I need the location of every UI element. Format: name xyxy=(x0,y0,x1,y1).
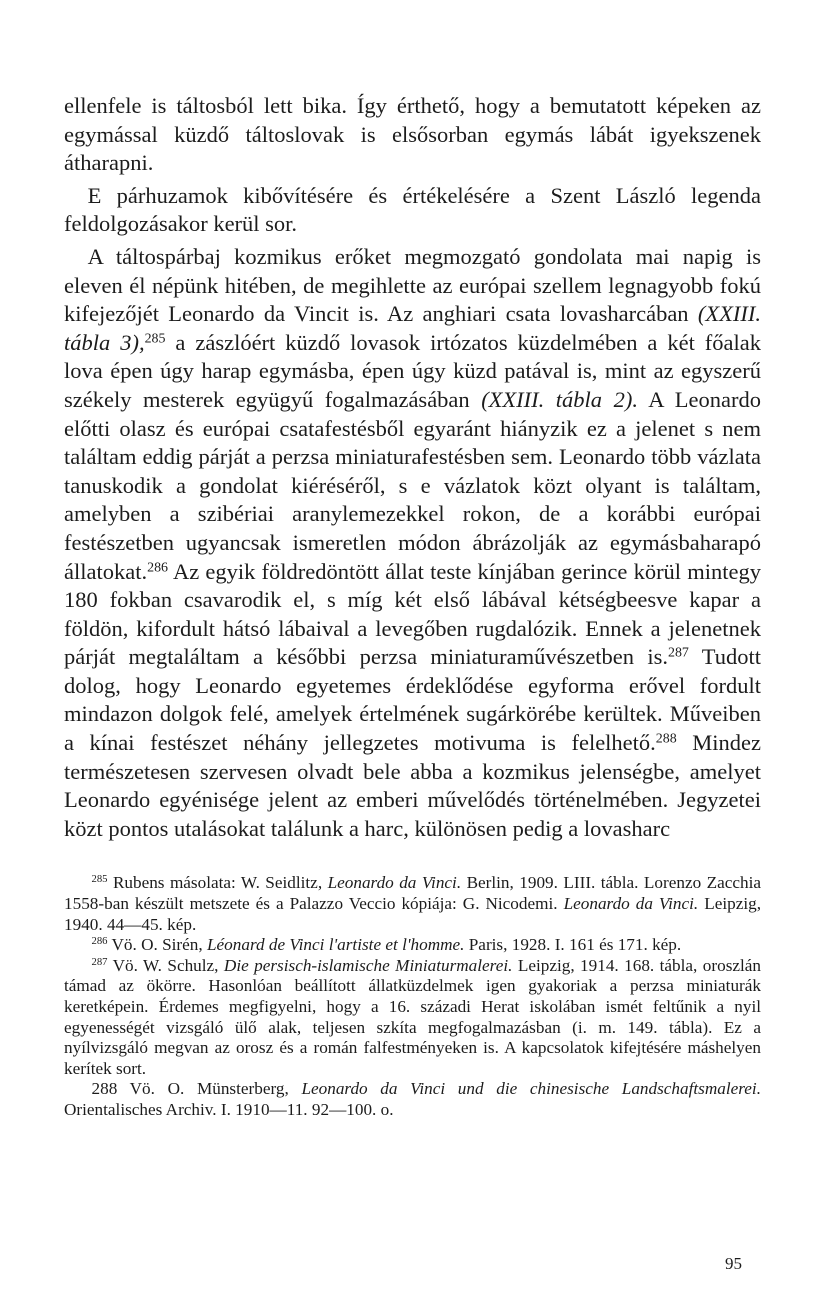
footnote-text: Vö. W. Schulz, xyxy=(107,955,224,975)
footnote-text: Vö. O. Münsterberg, xyxy=(117,1079,302,1099)
main-text xyxy=(64,92,761,843)
footnote xyxy=(64,873,761,935)
footnote-text: Leipzig, 1940. 44—45. kép. xyxy=(64,894,761,934)
paragraph-text: A Leonardo előtti olasz és európai csatafestésből egyaránt hiányzik ez a jelenet s nem találtam eddig párját a perzsa miniaturafestésben sem. Leonardo több vázlata tanuskodik a gondolat kiéréséről, s e vázlatok közt olyant is találtam, amelyben a szibériai aranylemezekkel rokon, de a korábbi európai festészetben ugyancsak ismeretlen módon ábrázolják az egymásbaharapó állatokat. xyxy=(64,386,761,584)
footnote-number: 287 xyxy=(91,956,108,968)
footnote-number: 286 xyxy=(91,936,108,948)
cited-title: Leonardo da Vinci. xyxy=(327,873,462,893)
footnote-text: Berlin, 1909. LIII. tábla. Lorenzo Zacchia 1558-ban készült metszete és a Palazzo Veccio kópiája: G. Nicodemi. xyxy=(64,873,761,914)
paragraph-text: A táltospárbaj kozmikus erőket megmozgató gondolata mai napig is eleven él népünk hitében, de megihlette az európai szellem legnagyobb fokú kifejezőjét Leonardo da Vincit is. Az anghiari csata lovasharcában xyxy=(64,243,761,327)
plate-reference: (XXIII. tábla 2). xyxy=(481,386,638,412)
footnote-text: Leipzig, 1914. 168. tábla, oroszlán támad az ökörre. Hasonlóan beállított állatküzdelmek igen gyakoriak a perzsa miniaturák keretképein. Érdemes megfigyelni, hogy a 16. századi Herat iskolában ismét feltűnik a nyil egyenességét vizsgáló ülő alak, teljesen szkíta megfogalmazásban (i. m. 149. tábla). Ez a nyílvizsgáló megvan az orosz és a román falfestményeken is. A kapcsolatok kifejtésére máshelyen kerítek sort. xyxy=(64,955,762,1078)
cited-title: Die persisch-islamische Miniaturmalerei. xyxy=(223,955,513,975)
paragraph xyxy=(64,92,761,178)
cited-title: Leonardo da Vinci und die chinesische Landschaftsmalerei. xyxy=(301,1079,762,1099)
cited-title: Leonardo da Vinci. xyxy=(563,894,699,914)
paragraph-text: Mindez természetesen szervesen olvadt bele abba a kozmikus jelenségbe, amelyet Leonardo egyénisége jelent az emberi művelődés történelmében. Jegyzetei közt pontos utalásokat találunk a harc, különösen pedig a lovasharc xyxy=(64,730,761,841)
cited-title: Léonard de Vinci l'artiste et l'homme. xyxy=(206,935,465,955)
footnote-text: Orientalisches Archiv. I. 1910—11. 92—100. o. xyxy=(64,1099,394,1119)
paragraph xyxy=(64,182,761,239)
footnotes xyxy=(64,873,761,1120)
paragraph-text: a zászlóért küzdő lovasok irtózatos küzdelmében a két főalak lova épen úgy harap egymásba, épen úgy küzd patával is, mint az egyszerű székely mesterek együgyű fogalmazásában xyxy=(64,329,762,412)
paragraph-text: E párhuzamok kibővítésére és értékelésére a Szent László legenda feldolgozásakor kerül sor. xyxy=(64,182,761,237)
footnote xyxy=(64,1079,761,1120)
footnote-text: Paris, 1928. I. 161 és 171. kép. xyxy=(464,935,682,955)
footnote-number: 285 xyxy=(91,874,108,886)
footnote xyxy=(64,956,761,1080)
footnote-ref: 288 xyxy=(655,731,677,747)
paragraph xyxy=(64,243,761,843)
plate-reference: (XXIII. tábla 3), xyxy=(64,301,761,355)
footnote-text: Rubens másolata: W. Seidlitz, xyxy=(107,873,328,893)
footnote-ref: 287 xyxy=(667,645,689,661)
footnote-ref: 285 xyxy=(144,331,166,347)
footnote-ref: 286 xyxy=(147,559,168,575)
paragraph-text: Tudott dolog, hogy Leonardo egyetemes érdeklődése egyforma erővel fordult mindazon dolgok felé, amelyek értelmének sugárkörébe kerültek. Műveiben a kínai festészet néhány jellegzetes motivuma is felelhető. xyxy=(64,644,761,756)
footnote-number: 288 xyxy=(91,1079,118,1099)
paragraph-text: Az egyik földredöntött állat teste kínjában gerince körül mintegy 180 fokban csavarodik el, s míg két első lábával kétségbeesve kapar a földön, kifordult hátsó lábaival a levegőben rugdalózik. Ennek a jelenetnek párját megtaláltam a későbbi perzsa miniaturaművészetben is. xyxy=(64,558,761,670)
page-content xyxy=(64,92,761,1121)
page-number: 95 xyxy=(725,1254,742,1273)
footnote-text: Vö. O. Sirén, xyxy=(107,935,207,955)
paragraph-text: ellenfele is táltosból lett bika. Így érthető, hogy a bemutatott képeken az egymással küzdő táltoslovak is elsősorban egymás lábát igyekszenek átharapni. xyxy=(64,93,761,176)
footnote xyxy=(64,935,761,956)
